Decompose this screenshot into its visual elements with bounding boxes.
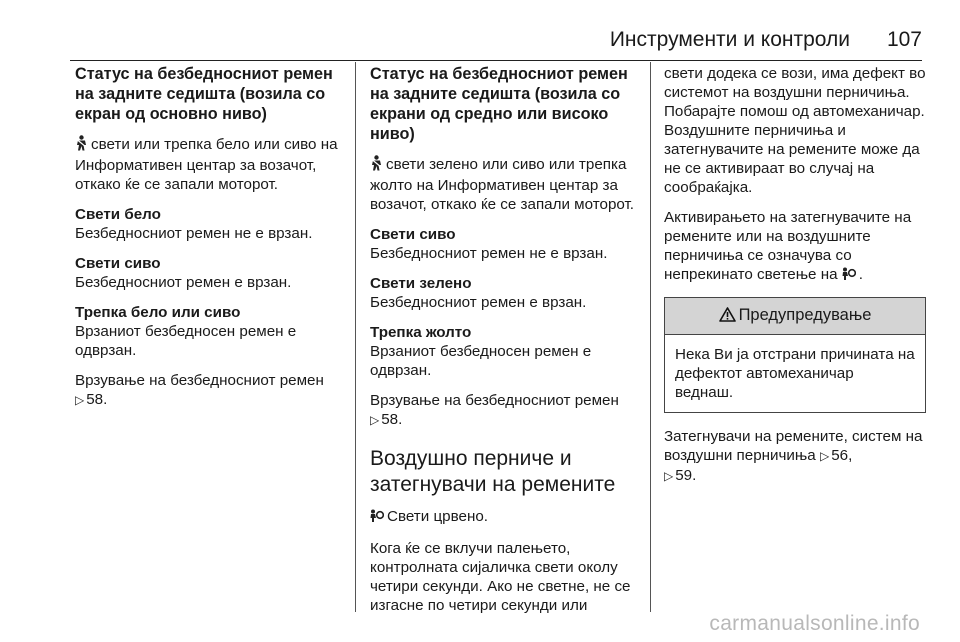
section-heading: Статус на безбедносниот ремен на задните седишта (возила со екран од основно ниво) [75,65,333,123]
paragraph [664,208,926,286]
seatbelt-icon [370,155,383,176]
paragraph-text: Активирањето на затегнувачите на ремените или на воздушните перничиња се означува со непрекинато светење на [664,209,912,283]
status-text: Безбедносниот ремен не е врзан. [370,245,608,262]
page-reference-icon: ▷ [819,449,830,463]
warning-header [665,298,925,335]
page-reference-icon: ▷ [75,393,85,407]
status-item [75,254,347,292]
section-title: Воздушно перниче и затегнувачи на ремените [370,447,616,496]
airbag-paragraph: Кога ќе се вклучи палењето, контролната сијаличка свети околу четири секунди. Ако не светне, не се изгасне по четири секунди или [370,540,631,614]
status-item [370,274,642,312]
page-reference-icon: ▷ [664,469,674,483]
status-item [75,303,347,360]
status-item [370,225,642,263]
watermark: carmanualsonline.info [709,612,920,635]
intro-paragraph [370,155,642,214]
status-title: Свети бело [75,206,161,223]
airbag-icon [370,509,384,528]
seatbelt-icon [75,135,88,156]
intro-text: свети зелено или сиво или трепка жолто на Информативен центар за возачот, откако ќе се запали моторот. [370,156,635,213]
status-text: Безбедносниот ремен не е врзан. [75,225,313,242]
status-text: Врзаниот безбедносен ремен е одврзан. [75,323,297,359]
status-text: Безбедносниот ремен е врзан. [75,274,292,291]
page-ref-link[interactable]: 59. [675,467,697,484]
intro-text: свети или трепка бело или сиво на Информативен центар за возачот, откако ќе се запали моторот. [75,136,338,193]
airbag-intro-text: Свети црвено. [387,508,489,525]
intro-paragraph [75,135,347,194]
column-1 [75,64,347,421]
status-item [370,323,642,380]
page-ref-link[interactable]: 56, [831,447,853,464]
column-2 [370,64,642,626]
header-title: Инструменти и контроли [609,28,850,51]
warning-body: Нека Ви ја отстрани причината на дефектот автомеханичар веднаш. [675,346,915,401]
airbag-icon [842,267,856,286]
cross-reference [75,371,347,410]
cross-reference-text: Врзување на безбедносниот ремен [370,392,619,409]
column-3 [664,64,926,497]
page-ref-link[interactable]: 58. [381,411,403,428]
page-number: 107 [886,28,922,51]
page-reference-icon: ▷ [370,413,380,427]
column-divider [650,62,651,612]
cross-reference [370,391,642,430]
cross-reference-text: Врзување на безбедносниот ремен [75,372,324,389]
status-title: Свети зелено [370,275,472,292]
status-title: Свети сиво [75,255,161,272]
status-text: Безбедносниот ремен е врзан. [370,294,587,311]
status-title: Трепка жолто [370,324,472,341]
cross-reference-text: Затегнувачи на ремените, систем на воздушни перничиња [664,428,923,464]
airbag-intro [370,507,642,528]
warning-title: Предупредување [738,306,872,324]
paragraph-end: . [858,266,864,283]
cross-reference [664,427,926,486]
status-item [75,205,347,243]
status-title: Свети сиво [370,226,456,243]
status-title: Трепка бело или сиво [75,304,241,321]
paragraph: свети додека се вози, има дефект во системот на воздушни перничиња. Побарајте помош од автомеханичар. Воздушните перничиња и затегнувачите на ремените може да не се активираат во случај на сообраќајка. [664,65,926,196]
page-header [70,26,922,61]
page-ref-link[interactable]: 58. [86,391,108,408]
section-heading: Статус на безбедносниот ремен на задните седишта (возила со екрани од средно или високо ниво) [370,65,628,143]
status-text: Врзаниот безбедносен ремен е одврзан. [370,343,592,379]
warning-box [664,297,926,413]
column-divider [355,62,356,612]
warning-icon [719,307,736,327]
